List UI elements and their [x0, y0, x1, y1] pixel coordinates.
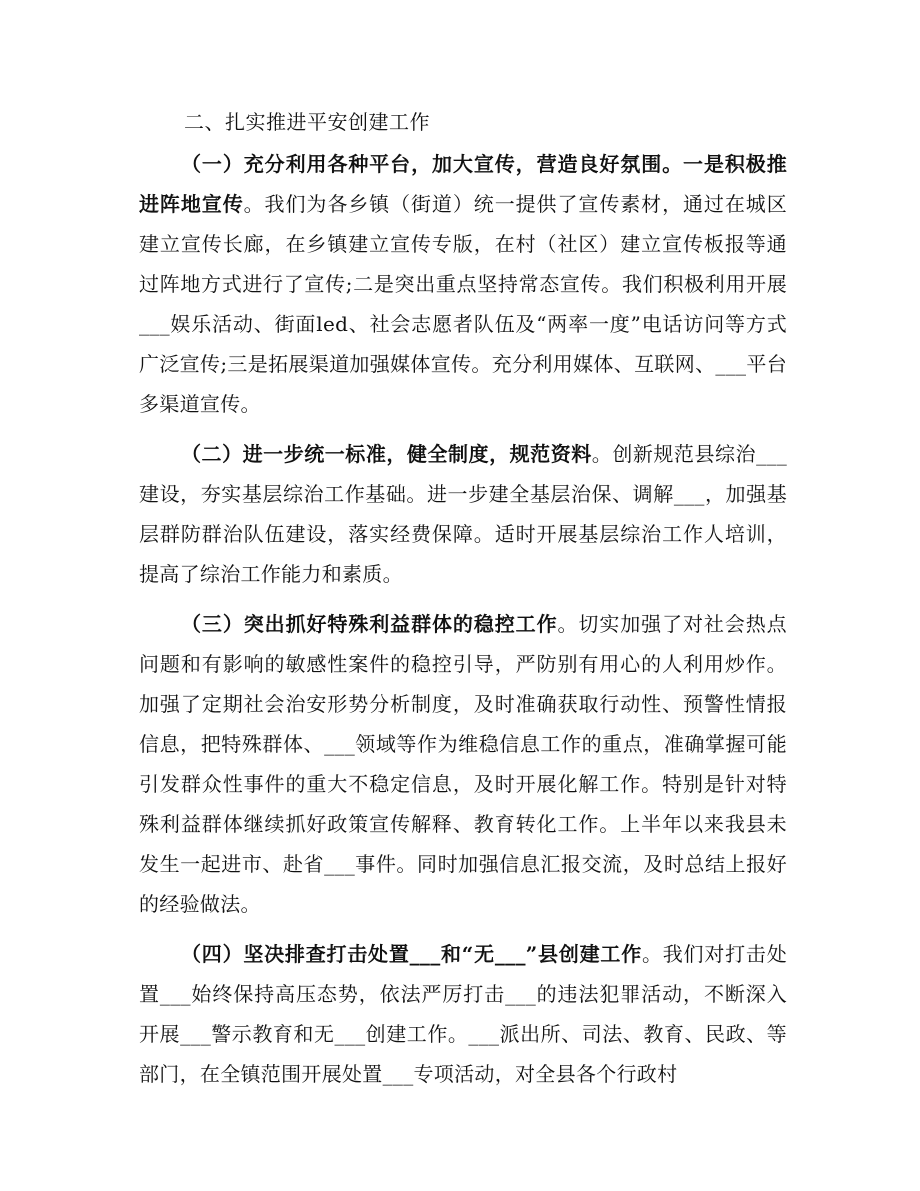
paragraph-2-body: 。创新规范县综治___建设，夯实基层综治工作基础。进一步建全基层治保、调解___，加强基层群防群治队伍建设，落实经费保障。适时开展基层综治工作人培训，提高了综治工作能力和素质。: [139, 442, 787, 586]
paragraph-4-body: 。我们对打击处置___始终保持高压态势，依法严厉打击___的违法犯罪活动，不断深入开展___警示教育和无___创建工作。___派出所、司法、教育、民政、等部门，在全镇范围开展处置___专项活动，对全县各个行政村: [139, 942, 787, 1086]
paragraph-1-body: 。我们为各乡镇（街道）统一提供了宣传素材，通过在城区建立宣传长廊，在乡镇建立宣传专版，在村（社区）建立宣传板报等通过阵地方式进行了宣传;二是突出重点坚持常态宣传。我们积极利用开展___娱乐活动、街面led、社会志愿者队伍及“两率一度”电话访问等方式广泛宣传;三是拓展渠道加强媒体宣传。充分利用媒体、互联网、___平台多渠道宣传。: [139, 192, 787, 416]
paragraph-3-body: 。切实加强了对社会热点问题和有影响的敏感性案件的稳控引导，严防别有用心的人利用炒作。加强了定期社会治安形势分析制度，及时准确获取行动性、预警性情报信息，把特殊群体、___领域等作为维稳信息工作的重点，准确掌握可能引发群众性事件的重大不稳定信息，及时开展化解工作。特别是针对特殊利益群体继续抓好政策宣传解释、教育转化工作。上半年以来我县未发生一起进市、赴省___事件。同时加强信息汇报交流，及时总结上报好的经验做法。: [139, 612, 787, 916]
document-body: [139, 102, 787, 1104]
paragraph-3: [139, 604, 787, 924]
paragraph-3-lead: （三）突出抓好特殊利益群体的稳控工作: [181, 612, 558, 636]
paragraph-2: [139, 434, 787, 594]
paragraph-4-lead: （四）坚决排查打击处置___和“无___”县创建工作: [181, 942, 642, 966]
paragraph-4: [139, 934, 787, 1094]
section-heading: 二、扎实推进平安创建工作: [184, 110, 430, 134]
paragraph-2-lead: （二）进一步统一标准，健全制度，规范资料: [181, 442, 592, 466]
paragraph-1-lead: （一）充分利用各种平台，加大宣传，营造良好氛围。一是积极推进阵地宣传: [139, 152, 787, 216]
paragraph-1: [139, 144, 787, 424]
